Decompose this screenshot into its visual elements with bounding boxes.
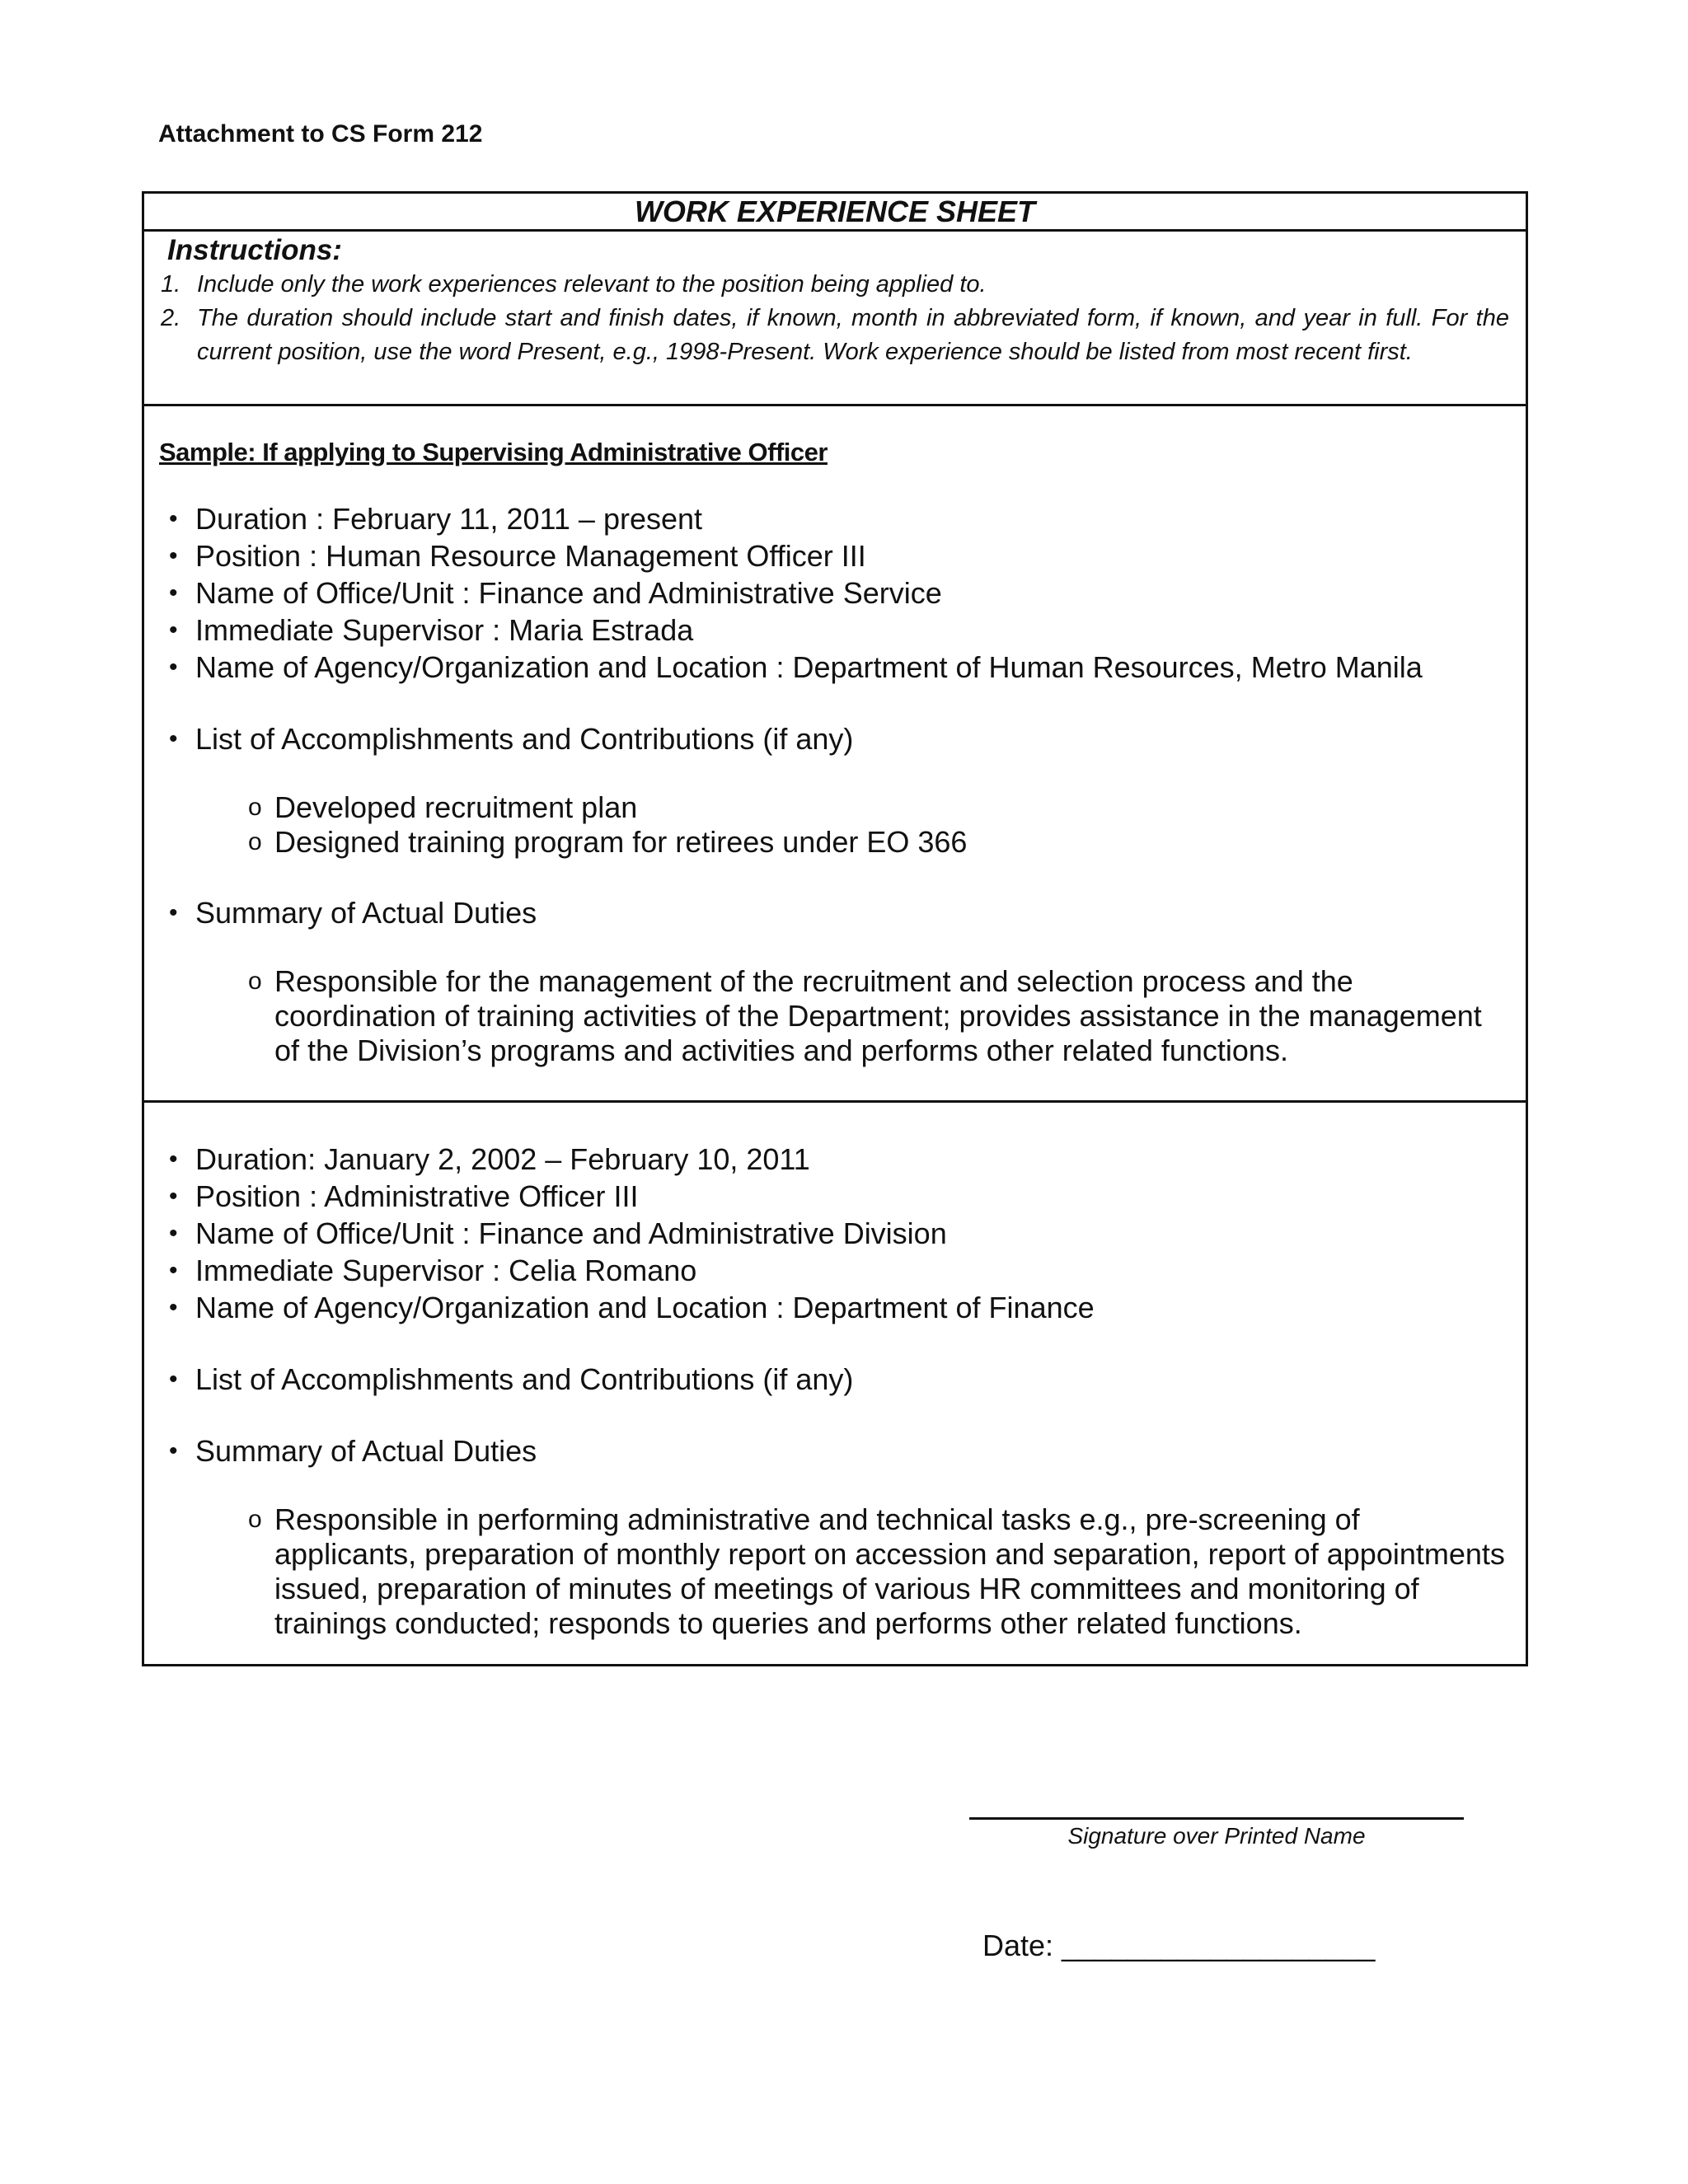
supervisor-item: • Immediate Supervisor : Maria Estrada (159, 612, 1509, 649)
sample-heading: Sample: If applying to Supervising Administrative Officer (159, 438, 828, 466)
accomplishments-label: • List of Accomplishments and Contributions (if any) (159, 720, 1509, 757)
agency-item: • Name of Agency/Organization and Location : Department of Finance (159, 1289, 1509, 1326)
attachment-title: Attachment to CS Form 212 (158, 120, 483, 148)
duties-label: • Summary of Actual Duties (159, 894, 1509, 931)
accomplishments-list (159, 790, 1509, 860)
instruction-text: Include only the work experiences relevant to the position being applied to. (197, 271, 987, 298)
instruction-number: 1. (161, 271, 181, 298)
instructions-heading: Instructions: (167, 234, 342, 266)
work-experience-sheet (142, 191, 1528, 1666)
accomplishments-label: • List of Accomplishments and Contributions (if any) (159, 1361, 1509, 1398)
instruction-text: The duration should include start and finish dates, if known, month in abbreviated form, if known, and year in full. For the current position, use the word Present, e.g., 1998-Present. Work experience should be listed from most recent first. (197, 305, 1509, 365)
signature-line[interactable] (969, 1817, 1464, 1820)
duties-section (159, 894, 1509, 931)
sheet-title: WORK EXPERIENCE SHEET (144, 194, 1526, 232)
duty-item: o Responsible for the management of the recruitment and selection process and the coordination of training activities of the Department; provides assistance in the management of the Division’s programs and activities and performs other related functions. (159, 964, 1509, 1068)
duration-item: • Duration : February 11, 2011 – present (159, 500, 1509, 537)
accomplishment-item: o Designed training program for retirees under EO 366 (159, 825, 1509, 860)
date-field[interactable]: Date: ___________________ (982, 1929, 1376, 1962)
signature-label: Signature over Printed Name (1067, 1823, 1366, 1849)
duration-item: • Duration: January 2, 2002 – February 10, 2011 (159, 1141, 1509, 1178)
instruction-item (161, 268, 1509, 302)
duties-list (159, 964, 1509, 1068)
agency-item: • Name of Agency/Organization and Location : Department of Human Resources, Metro Manila (159, 649, 1509, 686)
duty-item: o Responsible in performing administrative and technical tasks e.g., pre-screening of applicants, preparation of monthly report on accession and separation, report of appointments issued, preparation of minutes of meetings of various HR committees and monitoring of trainings conducted; responds to queries and performs other related functions. (159, 1502, 1509, 1641)
entry-details (159, 1141, 1509, 1326)
instruction-item (161, 302, 1509, 369)
accomplishments-section (159, 720, 1509, 757)
supervisor-item: • Immediate Supervisor : Celia Romano (159, 1252, 1509, 1289)
office-item: • Name of Office/Unit : Finance and Administrative Service (159, 574, 1509, 612)
instruction-number: 2. (161, 305, 181, 331)
sample-entry-2 (144, 1103, 1526, 1641)
entry-details (159, 500, 1509, 686)
duties-label: • Summary of Actual Duties (159, 1432, 1509, 1469)
sample-entry-1 (144, 406, 1526, 1103)
position-item: • Position : Human Resource Management Officer III (159, 537, 1509, 574)
accomplishment-item: o Developed recruitment plan (159, 790, 1509, 825)
accomplishments-section (159, 1361, 1509, 1398)
instructions-section (144, 232, 1526, 406)
office-item: • Name of Office/Unit : Finance and Administrative Division (159, 1215, 1509, 1252)
instructions-list (161, 268, 1509, 369)
position-item: • Position : Administrative Officer III (159, 1178, 1509, 1215)
duties-section (159, 1432, 1509, 1469)
duties-list (159, 1502, 1509, 1641)
